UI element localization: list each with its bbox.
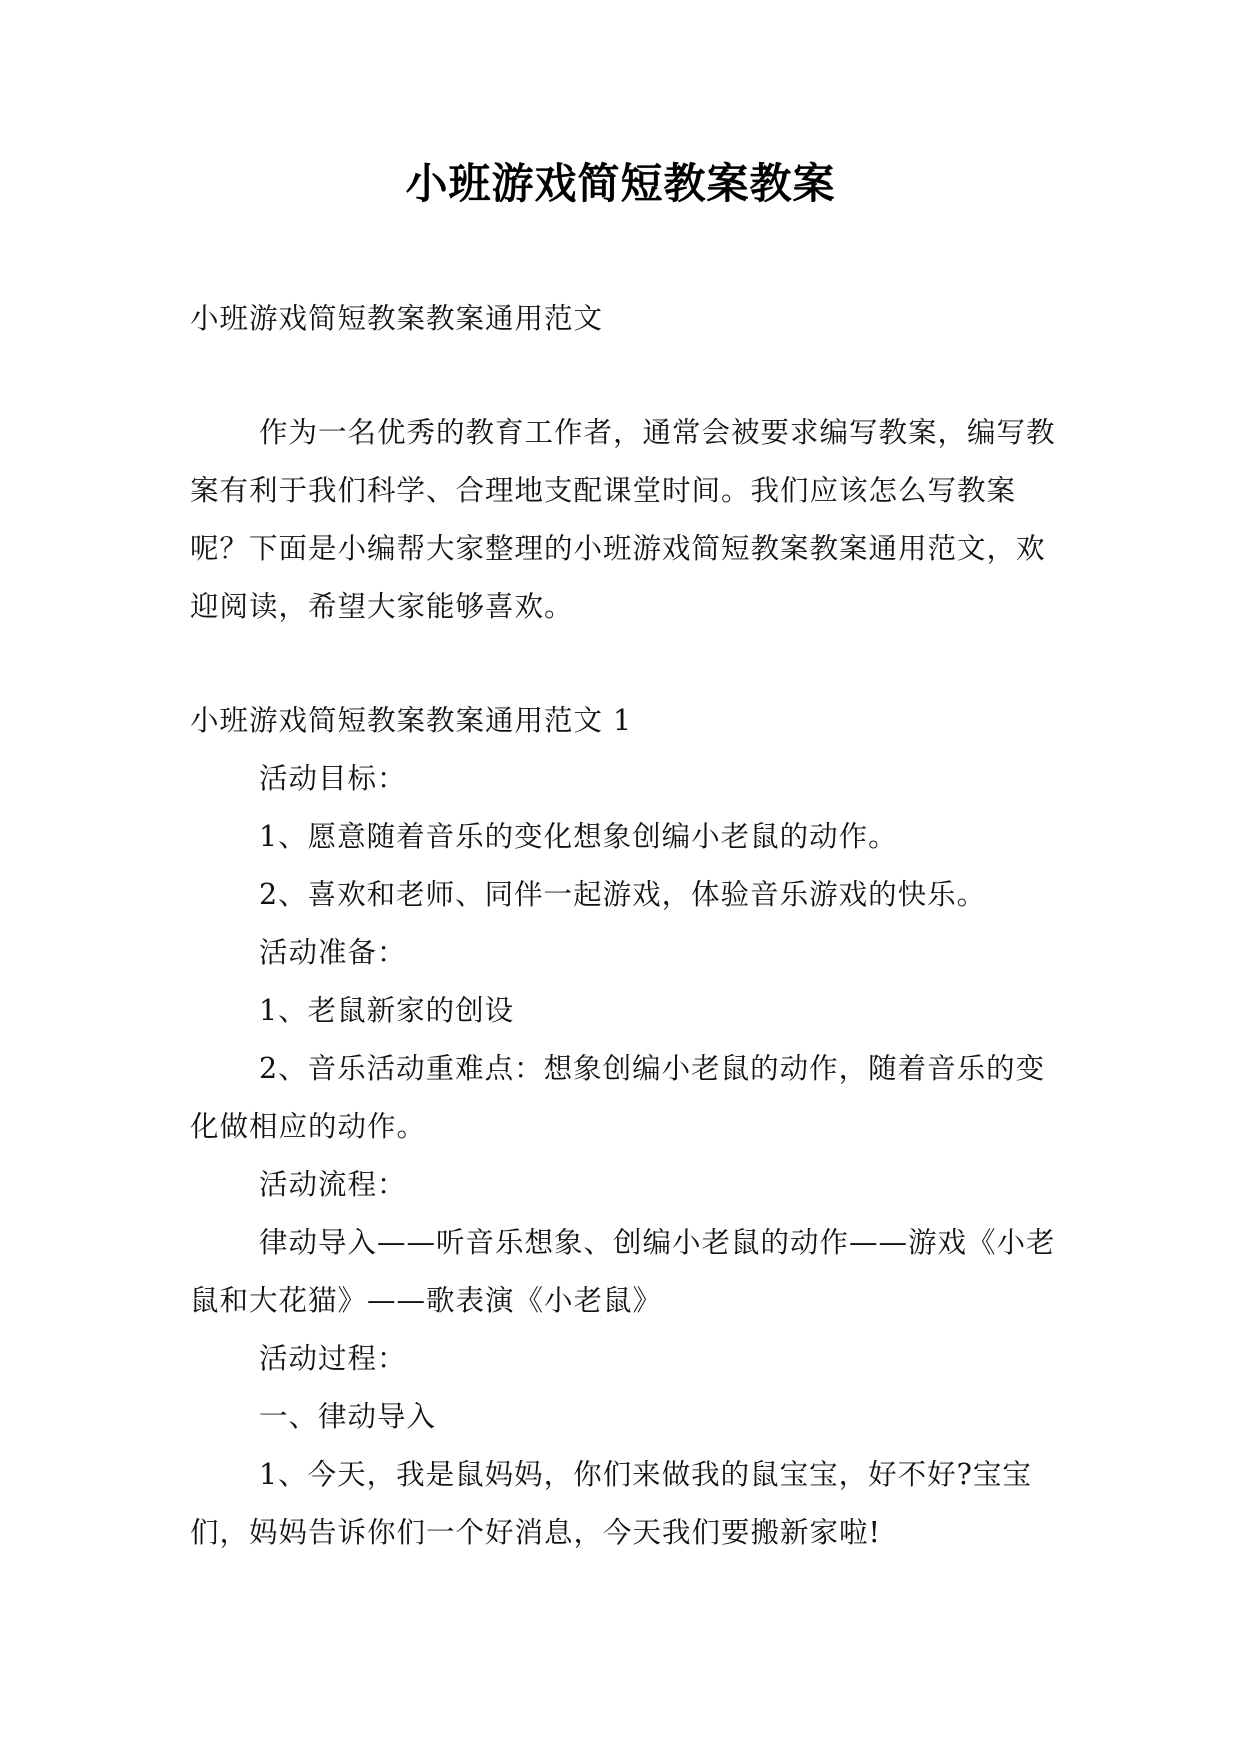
- heading-activity-process: 活动过程：: [259, 1342, 407, 1375]
- preparation-item-1: 1、老鼠新家的创设: [259, 994, 515, 1027]
- goal-item-1: 1、愿意随着音乐的变化想象创编小老鼠的动作。: [259, 820, 898, 853]
- process-step-heading: 一、律动导入: [259, 1400, 437, 1433]
- heading-activity-flow: 活动流程：: [259, 1168, 407, 1201]
- section-heading: 小班游戏简短教案教案通用范文 1: [190, 704, 633, 737]
- heading-activity-preparation: 活动准备：: [259, 936, 407, 969]
- document-subtitle: 小班游戏简短教案教案通用范文: [190, 302, 604, 335]
- document-body: [190, 290, 1070, 1562]
- intro-paragraph: 作为一名优秀的教育工作者，通常会被要求编写教案，编写教案有利于我们科学、合理地支配课堂时间。我们应该怎么写教案呢？下面是小编帮大家整理的小班游戏简短教案教案通用范文，欢迎阅读，希望大家能够喜欢。: [190, 416, 1056, 623]
- activity-flow-text: 律动导入——听音乐想象、创编小老鼠的动作——游戏《小老鼠和大花猫》——歌表演《小老鼠》: [190, 1226, 1056, 1317]
- document-title: 小班游戏简短教案教案: [405, 159, 836, 208]
- heading-activity-goals: 活动目标：: [259, 762, 407, 795]
- preparation-item-2: 2、音乐活动重难点：想象创编小老鼠的动作，随着音乐的变化做相应的动作。: [190, 1052, 1046, 1143]
- goal-item-2: 2、喜欢和老师、同伴一起游戏，体验音乐游戏的快乐。: [259, 878, 987, 911]
- process-step-1: 1、今天，我是鼠妈妈，你们来做我的鼠宝宝，好不好?宝宝们，妈妈告诉你们一个好消息，今天我们要搬新家啦!: [190, 1458, 1032, 1549]
